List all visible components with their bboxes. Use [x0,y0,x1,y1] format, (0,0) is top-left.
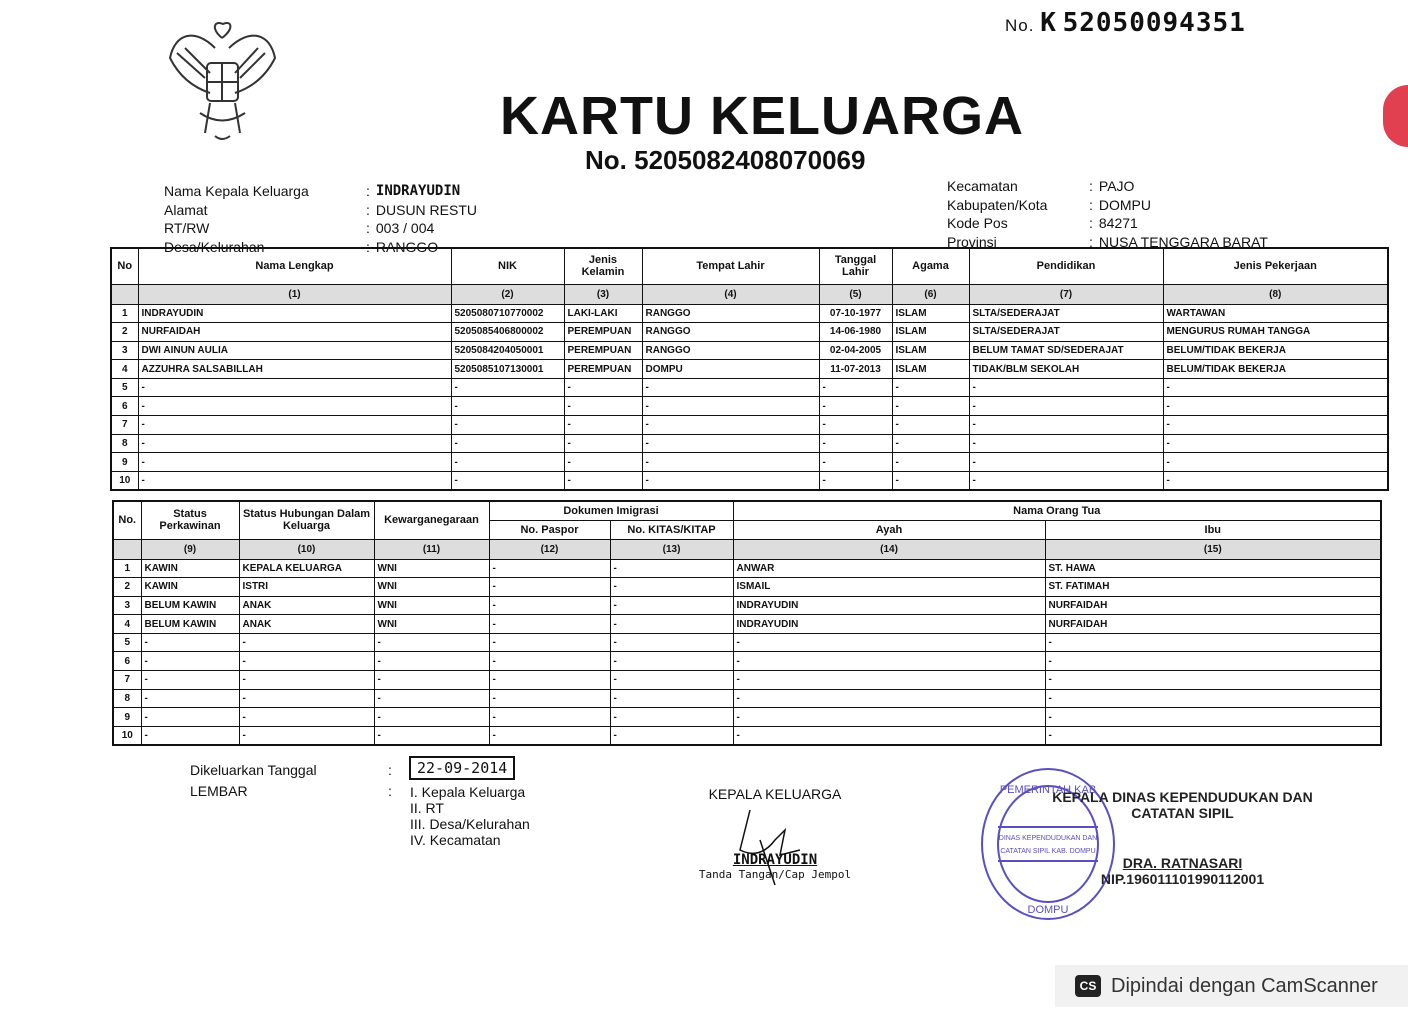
table-cell: 5205084204050001 [451,341,564,360]
table-cell: SLTA/SEDERAJAT [969,304,1163,323]
table-cell: LAKI-LAKI [564,304,642,323]
info-value: NUSA TENGGARA BARAT [1098,233,1268,250]
table-cell: 5205085406800002 [451,323,564,342]
camscanner-watermark [1055,965,1408,1007]
table-cell: - [819,397,892,416]
table-cell: - [1163,453,1388,472]
table-row [111,471,1388,490]
table-cell: - [489,689,610,708]
lembar-item: III. Desa/Kelurahan [410,816,530,832]
table-cell: ANWAR [733,559,1045,578]
table-cell: WARTAWAN [1163,304,1388,323]
table-row [113,559,1381,578]
table-cell: - [374,708,489,727]
table-cell: 3 [113,596,141,615]
table-row [113,689,1381,708]
table-cell: 10 [113,726,141,745]
table-cell: - [610,559,733,578]
table-cell: 5 [111,378,138,397]
info-label: Nama Kepala Keluarga [164,183,309,199]
table-cell: - [138,453,451,472]
table-cell: 7 [113,671,141,690]
table-cell: - [892,378,969,397]
table-cell: - [239,726,374,745]
column-header: Jenis Pekerjaan [1163,248,1388,284]
table-cell: INDRAYUDIN [138,304,451,323]
column-number: (13) [610,539,733,559]
table-cell: - [239,708,374,727]
table-cell: 2 [113,578,141,597]
svg-text:DINAS KEPENDUDUKAN DAN: DINAS KEPENDUDUKAN DAN [998,835,1098,842]
table-cell: - [819,471,892,490]
table-cell: NURFAIDAH [1045,596,1381,615]
table-cell: 9 [113,708,141,727]
table-cell: - [1163,378,1388,397]
info-value: 003 / 004 [375,220,435,236]
garuda-emblem-icon [165,18,280,143]
document-title: KARTU KELUARGA [500,86,1024,146]
table-cell: - [733,652,1045,671]
table-cell: - [969,453,1163,472]
head-of-family-signature-block [690,786,860,881]
table-row [113,633,1381,652]
table-cell: - [141,633,239,652]
signature-icon [730,800,810,890]
table-cell: KEPALA KELUARGA [239,559,374,578]
table-cell: SLTA/SEDERAJAT [969,323,1163,342]
column-number: (6) [892,284,969,304]
header-ayah: Ayah [733,520,1045,539]
table-cell: - [138,434,451,453]
table-cell: INDRAYUDIN [733,615,1045,634]
table-cell: ISLAM [892,341,969,360]
table-cell: - [610,633,733,652]
info-value: DOMPU [1098,196,1152,213]
table-row [113,652,1381,671]
column-number: (7) [969,284,1163,304]
family-info-left [162,181,483,257]
table-cell: - [239,652,374,671]
table-cell: - [239,633,374,652]
colon: : [388,783,392,799]
red-edge-mark [1383,85,1408,147]
table-cell: DWI AINUN AULIA [138,341,451,360]
info-label: Kode Pos [947,215,1008,231]
table-cell: - [733,708,1045,727]
table-cell: - [451,416,564,435]
table-cell: 7 [111,416,138,435]
table-cell: 1 [111,304,138,323]
info-row [947,215,1272,232]
table-cell: - [564,434,642,453]
table-cell: - [642,378,819,397]
table-cell: - [969,416,1163,435]
lembar-item: I. Kepala Keluarga [410,784,526,800]
info-value: DUSUN RESTU [375,201,478,218]
issued-label: Dikeluarkan Tanggal [190,762,317,778]
info-label: Alamat [164,201,208,218]
svg-text:DOMPU: DOMPU [1027,904,1069,916]
column-header: No [111,248,138,284]
column-header: NIK [451,248,564,284]
official-name: DRA. RATNASARI [1122,855,1243,871]
table-row [113,578,1381,597]
family-status-table [112,500,1382,746]
table-cell: TIDAK/BLM SEKOLAH [969,360,1163,379]
header-status-hubungan: Status Hubungan Dalam Keluarga [239,501,374,539]
table-cell: - [374,633,489,652]
table-cell: - [1045,633,1381,652]
info-row [164,202,481,219]
column-header: Tanggal Lahir [819,248,892,284]
table-row [113,708,1381,727]
table-cell: - [141,708,239,727]
table-row [111,378,1388,397]
table-cell: 2 [111,323,138,342]
column-number: (5) [819,284,892,304]
family-members-table [110,247,1389,491]
table-cell: - [1045,652,1381,671]
table-cell: - [489,652,610,671]
table-cell: AZZUHRA SALSABILLAH [138,360,451,379]
table-cell: - [489,615,610,634]
info-value: 84271 [1098,215,1138,231]
table-cell: - [642,397,819,416]
table-cell: KAWIN [141,559,239,578]
table-cell: - [642,453,819,472]
info-value: INDRAYUDIN [375,183,461,199]
table-cell: - [642,434,819,453]
column-number: (2) [451,284,564,304]
table-cell: DOMPU [642,360,819,379]
info-label: Provinsi [947,233,997,250]
column-number: (3) [564,284,642,304]
table-cell: 4 [111,360,138,379]
table-cell: - [138,471,451,490]
table-cell: - [642,471,819,490]
header-nama-orang-tua: Nama Orang Tua [733,501,1381,520]
table-cell: - [374,689,489,708]
column-number: (4) [642,284,819,304]
column-number: (14) [733,539,1045,559]
table-cell: - [451,471,564,490]
info-label: RT/RW [164,220,210,236]
table-cell: 8 [111,434,138,453]
info-row [947,197,1272,214]
table-row [111,397,1388,416]
table-cell: ISLAM [892,323,969,342]
table-cell: PEREMPUAN [564,323,642,342]
table-cell: - [374,726,489,745]
table-cell: - [489,596,610,615]
column-number: (10) [239,539,374,559]
table-cell: - [141,726,239,745]
table-cell: 9 [111,453,138,472]
table-cell: - [1163,397,1388,416]
table-cell: - [1163,434,1388,453]
issued-date: 22-09-2014 [409,756,515,780]
official-signature-block [1040,789,1325,887]
info-colon: : [1089,215,1093,231]
table-cell: - [969,434,1163,453]
table-cell: - [1045,708,1381,727]
table-cell: - [610,615,733,634]
column-number: (8) [1163,284,1388,304]
table-cell: - [489,708,610,727]
info-colon: : [1089,178,1093,194]
table-cell: - [451,434,564,453]
table-row [111,453,1388,472]
camscanner-text: Dipindai dengan CamScanner [1111,974,1378,997]
table-row [113,726,1381,745]
info-value: RANGGO [375,238,439,255]
table-cell: INDRAYUDIN [733,596,1045,615]
column-header: Jenis Kelamin [564,248,642,284]
table-cell: WNI [374,578,489,597]
info-row [164,183,481,200]
table-row [111,323,1388,342]
info-colon: : [366,238,370,255]
serial-number [1005,8,1246,38]
table-cell: - [610,671,733,690]
serial-letter: K [1040,8,1057,38]
info-colon: : [366,183,370,199]
colon: : [388,762,392,778]
official-role: KEPALA DINAS KEPENDUDUKAN DAN CATATAN SIPIL [1052,789,1313,821]
table-cell: BELUM KAWIN [141,596,239,615]
table-cell: BELUM TAMAT SD/SEDERAJAT [969,341,1163,360]
table-cell: 1 [113,559,141,578]
table-cell: - [1045,671,1381,690]
table-cell: 4 [113,615,141,634]
official-nip: NIP.196011101990112001 [1100,871,1265,887]
table-cell: - [610,652,733,671]
table-cell: - [1045,689,1381,708]
info-label: Kecamatan [947,178,1018,194]
table-cell: ISLAM [892,360,969,379]
table-cell: - [451,378,564,397]
table-cell: - [892,434,969,453]
table-cell: 14-06-1980 [819,323,892,342]
table-cell: - [819,453,892,472]
info-colon: : [1089,233,1093,250]
table-cell: - [892,471,969,490]
table-cell: - [489,671,610,690]
signer-role: KEPALA KELUARGA [708,786,842,802]
header-ibu: Ibu [1045,520,1381,539]
table-cell: - [564,397,642,416]
header-no-paspor: No. Paspor [489,520,610,539]
table-row [113,596,1381,615]
table-cell: MENGURUS RUMAH TANGGA [1163,323,1388,342]
table-cell: RANGGO [642,341,819,360]
table-row [111,434,1388,453]
table-cell: - [141,671,239,690]
svg-text:PEMERINTAH KAB: PEMERINTAH KAB [999,784,1097,796]
table-cell: - [141,689,239,708]
table-cell: - [892,397,969,416]
table-cell: - [610,726,733,745]
table-cell: 5205080710770002 [451,304,564,323]
table-cell: - [892,453,969,472]
table-cell: ISMAIL [733,578,1045,597]
table-cell: 02-04-2005 [819,341,892,360]
table-cell: 10 [111,471,138,490]
table-cell: BELUM/TIDAK BEKERJA [1163,360,1388,379]
lembar-label: LEMBAR [190,783,248,799]
table-cell: - [733,726,1045,745]
table-cell: - [451,397,564,416]
table-cell: - [642,416,819,435]
table-cell: - [610,596,733,615]
table-cell: - [489,559,610,578]
table-row [113,671,1381,690]
table-cell: - [610,689,733,708]
column-number: (15) [1045,539,1381,559]
table-cell: 6 [111,397,138,416]
table-cell: WNI [374,559,489,578]
table-cell: 5205085107130001 [451,360,564,379]
table-cell: BELUM/TIDAK BEKERJA [1163,341,1388,360]
table-cell: - [819,416,892,435]
table-cell: - [239,671,374,690]
lembar-item: II. RT [410,800,444,816]
table-cell: WNI [374,615,489,634]
table-cell: - [610,708,733,727]
table-cell: - [819,378,892,397]
info-label: Desa/Kelurahan [164,238,265,255]
info-row [947,178,1272,195]
table-cell: 5 [113,633,141,652]
table-cell: - [1163,416,1388,435]
table-cell: PEREMPUAN [564,341,642,360]
table-cell: ST. HAWA [1045,559,1381,578]
info-row [164,220,481,237]
table-cell: - [138,397,451,416]
table-cell: 3 [111,341,138,360]
column-header: Nama Lengkap [138,248,451,284]
info-colon: : [1089,196,1093,213]
table-cell: - [564,378,642,397]
table-cell: - [489,726,610,745]
table-row [111,304,1388,323]
table-cell: 8 [113,689,141,708]
table-cell: ANAK [239,596,374,615]
column-header: Tempat Lahir [642,248,819,284]
header-dokumen-imigrasi: Dokumen Imigrasi [489,501,733,520]
header-status-perkawinan: Status Perkawinan [141,501,239,539]
table-cell: - [1045,726,1381,745]
table-cell: PEREMPUAN [564,360,642,379]
column-number [111,284,138,304]
table-cell: - [819,434,892,453]
info-value: PAJO [1098,178,1135,194]
family-info-right [945,176,1274,252]
table-cell: - [451,453,564,472]
table-cell: - [564,453,642,472]
table-cell: NURFAIDAH [1045,615,1381,634]
table-cell: WNI [374,596,489,615]
serial-value: 52050094351 [1062,8,1246,38]
table-cell: - [374,671,489,690]
table-cell: - [969,471,1163,490]
table-cell: - [239,689,374,708]
issue-info [190,762,392,799]
table-cell: ISLAM [892,304,969,323]
table-cell: - [969,397,1163,416]
info-colon: : [366,220,370,236]
table-cell: - [564,471,642,490]
table-cell: - [138,378,451,397]
column-header: Agama [892,248,969,284]
table-cell: - [489,633,610,652]
table-cell: RANGGO [642,323,819,342]
column-number: (11) [374,539,489,559]
column-number [113,539,141,559]
table-cell: NURFAIDAH [138,323,451,342]
serial-prefix: No. [1005,16,1035,35]
lembar-list [410,784,530,848]
kk-number: No. 5205082408070069 [585,145,866,175]
table-cell: - [564,416,642,435]
signature-caption: Tanda Tangan/Cap Jempol [698,868,852,881]
header-kewarganegaraan: Kewarganegaraan [374,501,489,539]
info-label: Kabupaten/Kota [947,196,1048,213]
table-cell: ANAK [239,615,374,634]
column-header: Pendidikan [969,248,1163,284]
table-cell: - [733,633,1045,652]
table-cell: - [733,689,1045,708]
table-cell: - [374,652,489,671]
table-cell: KAWIN [141,578,239,597]
table-cell: - [733,671,1045,690]
lembar-item: IV. Kecamatan [410,832,501,848]
table-cell: - [969,378,1163,397]
header-no: No. [113,501,141,539]
table-cell: - [489,578,610,597]
column-number: (9) [141,539,239,559]
table-cell: RANGGO [642,304,819,323]
table-cell: - [138,416,451,435]
table-cell: 07-10-1977 [819,304,892,323]
table-cell: - [892,416,969,435]
table-row [111,360,1388,379]
header-no-kitas: No. KITAS/KITAP [610,520,733,539]
table-row [111,341,1388,360]
table-cell: 6 [113,652,141,671]
table-cell: - [1163,471,1388,490]
column-number: (12) [489,539,610,559]
column-number: (1) [138,284,451,304]
table-cell: BELUM KAWIN [141,615,239,634]
table-row [111,416,1388,435]
camscanner-logo-icon: CS [1075,975,1101,997]
table-cell: ISTRI [239,578,374,597]
table-cell: 11-07-2013 [819,360,892,379]
table-cell: ST. FATIMAH [1045,578,1381,597]
svg-text:CATATAN SIPIL KAB. DOMPU: CATATAN SIPIL KAB. DOMPU [1000,848,1096,855]
signer-name: INDRAYUDIN [732,852,818,868]
info-colon: : [366,201,370,218]
table-cell: - [610,578,733,597]
table-cell: - [141,652,239,671]
table-row [113,615,1381,634]
